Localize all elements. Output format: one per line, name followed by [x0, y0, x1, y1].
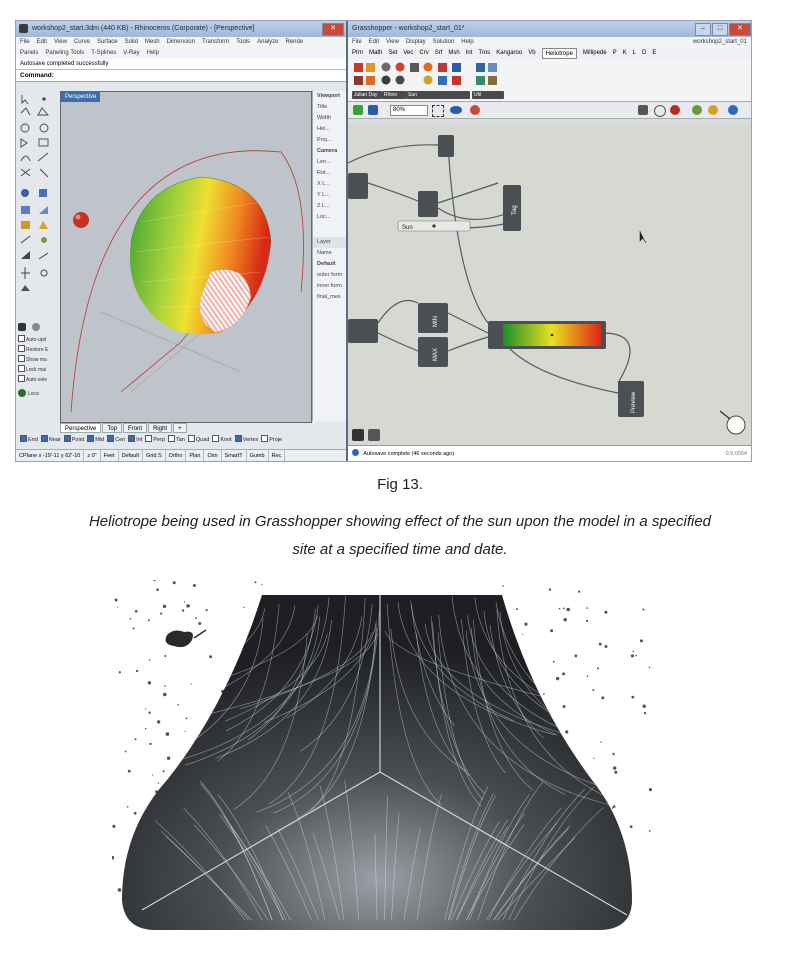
minimize-icon[interactable]: – — [695, 23, 711, 36]
particle — [640, 639, 643, 642]
osnap-checkbox[interactable]: Quad — [188, 435, 209, 446]
particle — [149, 659, 151, 661]
canopy-shape — [122, 595, 632, 930]
status-cell[interactable]: Feet — [101, 450, 119, 462]
particle — [187, 605, 190, 608]
caption-line-2: site at a specified time and date. — [292, 541, 508, 558]
gh-title: Grasshopper - workshop2_start_01* — [352, 25, 465, 32]
option-label: Lock mai — [26, 367, 47, 373]
particle — [163, 605, 166, 608]
particle — [632, 651, 634, 653]
tab[interactable]: Vec — [403, 50, 414, 56]
particle — [163, 770, 165, 772]
tab[interactable]: Srf — [434, 50, 443, 56]
particle — [128, 770, 131, 773]
polygon-icon — [21, 139, 27, 147]
scale-icon — [21, 251, 30, 259]
menu-item[interactable]: Display — [405, 39, 426, 45]
slider-label: Sun — [402, 225, 413, 231]
status-cell[interactable]: Default — [119, 450, 143, 462]
gh-canvas-toolbar — [348, 102, 752, 119]
particle — [160, 613, 162, 615]
particle — [133, 628, 135, 630]
trim-icon — [41, 270, 47, 276]
particle — [605, 645, 608, 648]
particle — [543, 693, 545, 695]
caption-line-1: Heliotrope being used in Grasshopper showing effect of the sun upon the model in a specified — [88, 513, 712, 530]
status-cell[interactable]: Gumb — [247, 450, 269, 462]
gh-definition — [348, 123, 752, 445]
particle — [148, 619, 150, 621]
locate-label: Loca — [28, 391, 39, 397]
particle — [649, 830, 651, 832]
particle — [604, 611, 607, 614]
figure-number: Fig 13. — [377, 476, 423, 493]
close-icon[interactable]: ✕ — [729, 23, 751, 36]
rhino-app-icon — [19, 24, 28, 33]
menu-item[interactable]: Mesh — [144, 39, 160, 45]
layer-row[interactable]: outer form — [317, 272, 343, 278]
particle — [255, 581, 257, 583]
rhino-statusbar — [16, 449, 346, 462]
particle — [553, 661, 555, 663]
canvas-sketch-icon[interactable] — [368, 429, 380, 441]
status-cell[interactable]: Grid S — [143, 450, 166, 462]
particle — [148, 681, 151, 684]
layer-row[interactable]: Default — [317, 261, 336, 267]
sketch-icon[interactable] — [708, 105, 718, 115]
particle — [643, 705, 646, 708]
point-icon — [43, 98, 45, 100]
gh-document-name: workshop2_start_01 — [692, 39, 747, 45]
split-icon — [21, 267, 30, 279]
particle — [164, 655, 166, 657]
particle — [119, 671, 121, 673]
sun-sphere — [73, 212, 89, 228]
auto-select-option[interactable] — [18, 375, 58, 385]
particle — [149, 743, 151, 745]
option-label: Auto-sele — [26, 377, 48, 383]
prop-row: Z L... — [317, 203, 330, 209]
polyline-icon — [21, 108, 30, 115]
particle — [125, 751, 127, 753]
menu-item[interactable]: T-Splines — [91, 50, 117, 56]
tab[interactable]: Trns — [478, 50, 491, 56]
solid-icon — [21, 221, 30, 229]
menu-item[interactable]: View — [54, 39, 67, 45]
particle — [631, 696, 634, 699]
ribbon-group-julian-day: Julian Day — [352, 91, 382, 99]
osnap-checkbox[interactable]: Proje — [261, 435, 282, 446]
viewport-label[interactable]: Perspective — [61, 92, 100, 102]
zoom-dropdown[interactable]: 80% — [390, 105, 428, 116]
prop-row: Camera — [317, 148, 338, 154]
menu-item[interactable]: Solution — [432, 39, 455, 45]
zoom-extents-icon[interactable] — [432, 105, 444, 117]
rhino-window-buttons — [322, 23, 344, 36]
particle — [599, 643, 602, 646]
rotate-icon — [41, 237, 47, 243]
grasshopper-window — [346, 21, 752, 461]
particle — [630, 825, 633, 828]
osnap-checkbox[interactable]: Cen — [107, 435, 125, 446]
particle — [145, 708, 146, 709]
osnap-checkbox[interactable]: Tan — [168, 435, 185, 446]
node-label: MIN — [433, 316, 439, 327]
particle — [145, 728, 146, 729]
particle — [556, 677, 559, 680]
menu-item[interactable]: Curve — [73, 39, 90, 45]
osnap-checkbox[interactable]: Mid — [87, 435, 104, 446]
open-file-icon[interactable] — [353, 105, 363, 115]
menu-item[interactable]: Panels — [20, 50, 39, 56]
particle — [516, 608, 518, 610]
node-label: MAX — [433, 347, 439, 361]
prop-row: Title — [317, 104, 328, 110]
gh-statusbar — [348, 445, 752, 462]
select-arrow-icon — [22, 95, 28, 104]
particle — [191, 683, 192, 684]
gh-window-buttons — [695, 23, 751, 36]
auto-update-option[interactable] — [18, 335, 58, 345]
named-view-icon — [32, 323, 40, 331]
particle — [167, 757, 170, 760]
particle — [163, 693, 167, 697]
prop-row: Viewport — [317, 93, 341, 99]
particle — [117, 606, 118, 607]
rhino-window — [16, 21, 346, 461]
globe-icon — [18, 389, 26, 397]
close-icon[interactable]: ✕ — [322, 23, 344, 36]
surface-icon — [21, 206, 30, 214]
circle-center-icon — [40, 124, 48, 132]
particle — [601, 696, 604, 699]
menu-item[interactable]: Analyze — [257, 39, 279, 45]
rhino-menubar — [16, 37, 346, 48]
box-icon — [39, 189, 47, 197]
paint-icon[interactable] — [470, 105, 480, 115]
particle — [550, 629, 553, 632]
arc-icon — [21, 156, 30, 161]
particle — [524, 623, 527, 626]
prop-row: Y L... — [317, 192, 330, 198]
osnap-checkbox[interactable]: End — [20, 435, 38, 446]
mesh-icon — [39, 221, 48, 229]
disable-icon[interactable] — [654, 105, 666, 117]
layers-header[interactable]: Layer — [313, 237, 347, 248]
particle — [600, 741, 601, 742]
particle — [148, 712, 150, 714]
lock-option[interactable] — [18, 365, 58, 375]
status-cell[interactable]: Rec — [269, 450, 286, 462]
prop-row: Len... — [317, 159, 331, 165]
rhino-titlebar — [16, 21, 346, 37]
tab[interactable]: Vb — [528, 50, 536, 56]
menu-item[interactable]: V-Ray — [123, 50, 140, 56]
node-label: Tag — [512, 205, 518, 215]
particle — [185, 731, 186, 732]
prop-row: Rot... — [317, 170, 331, 176]
display-mode-icon[interactable] — [728, 105, 738, 115]
tab[interactable]: Crv — [419, 50, 429, 56]
menu-item[interactable]: File — [352, 39, 362, 45]
mouse-cursor-icon — [640, 231, 646, 243]
menu-item[interactable]: View — [386, 39, 399, 45]
tab[interactable]: Math — [369, 50, 383, 56]
particle — [566, 608, 570, 612]
particle — [649, 788, 652, 791]
menu-item[interactable]: Surface — [96, 39, 118, 45]
gh-canvas[interactable] — [348, 123, 752, 445]
particle — [136, 670, 138, 672]
particle — [612, 753, 614, 755]
option-label: Show ma — [26, 357, 47, 363]
menu-item[interactable]: Paneling Tools — [45, 50, 85, 56]
particle — [563, 705, 566, 708]
particle — [198, 622, 201, 625]
particle — [559, 608, 561, 610]
figure-caption — [0, 508, 800, 564]
particle — [166, 732, 170, 736]
circle-icon — [21, 124, 29, 132]
particle — [135, 610, 138, 613]
menu-item[interactable]: Help — [461, 39, 474, 45]
gh-component-tabs — [348, 48, 752, 59]
osnap-checkbox[interactable]: Vertex — [235, 435, 259, 446]
menu-item[interactable]: Edit — [36, 39, 48, 45]
menu-item[interactable]: Dimension — [166, 39, 195, 45]
osnap-checkbox[interactable]: Near — [41, 435, 61, 446]
rectangle-icon — [39, 139, 48, 146]
node-label: Preview — [631, 391, 637, 413]
show-marker-option[interactable] — [18, 355, 58, 365]
particle — [184, 601, 185, 602]
particle — [206, 609, 208, 611]
menu-item[interactable]: File — [20, 39, 30, 45]
particle — [193, 584, 196, 587]
fillet-icon — [40, 169, 48, 177]
osnap-checkbox[interactable]: Knot — [212, 435, 231, 446]
maximize-icon[interactable]: □ — [712, 23, 728, 36]
tab[interactable]: Millipede — [582, 50, 607, 56]
option-label: Restore E — [26, 347, 49, 353]
osnap-checkbox[interactable]: Int — [128, 435, 142, 446]
viewport-scene — [61, 92, 311, 422]
particle — [186, 718, 188, 720]
layer-row[interactable]: final_mes — [317, 294, 341, 300]
particle — [564, 618, 567, 621]
perspective-viewport[interactable] — [60, 91, 312, 423]
particle — [177, 704, 179, 706]
line-icon — [38, 153, 48, 161]
osnap-checkbox[interactable]: Point — [64, 435, 85, 446]
layer-row[interactable]: inner form — [317, 283, 342, 289]
save-file-icon[interactable] — [368, 105, 378, 115]
osnap-bar — [20, 435, 350, 446]
particle — [127, 806, 129, 808]
screenshot-figure — [15, 20, 752, 462]
prop-row: Loc... — [317, 214, 331, 220]
tab[interactable]: Set — [388, 50, 398, 56]
osnap-checkbox[interactable]: Perp — [145, 435, 165, 446]
status-cell[interactable]: Ortho — [166, 450, 187, 462]
info-icon — [352, 449, 359, 456]
particle — [118, 888, 122, 892]
curve-icon — [38, 108, 48, 115]
tab[interactable]: L — [632, 50, 636, 56]
tab[interactable]: Prm — [352, 50, 363, 56]
menu-item[interactable]: Transform — [202, 39, 230, 45]
particle — [649, 667, 650, 668]
add-tab-icon[interactable]: + — [173, 423, 187, 433]
gh-node — [418, 191, 438, 217]
camera-icon — [18, 323, 26, 331]
particle — [631, 654, 634, 657]
tab[interactable]: Int — [465, 50, 473, 56]
stop-icon[interactable] — [670, 105, 680, 115]
particle — [635, 655, 637, 657]
properties-panel — [312, 91, 347, 421]
particle — [597, 667, 599, 669]
particle — [195, 617, 197, 619]
menu-item[interactable]: Help — [146, 50, 159, 56]
particle — [173, 581, 176, 584]
particle — [592, 689, 594, 691]
extend-icon — [21, 169, 30, 176]
gh-status-text: Autosave complete (46 seconds ago) — [363, 451, 455, 457]
array-icon — [39, 253, 48, 259]
menu-item[interactable]: Solid — [124, 39, 138, 45]
airflow-render-image — [112, 580, 652, 952]
particle — [502, 585, 504, 587]
particle — [612, 807, 614, 809]
particle — [164, 685, 166, 687]
particle — [586, 620, 588, 622]
tab[interactable]: E — [652, 50, 657, 56]
particle — [158, 782, 159, 783]
gh-node — [348, 319, 378, 343]
menu-item[interactable]: Edit — [368, 39, 380, 45]
rhino-menubar-2 — [16, 48, 346, 59]
prop-row: Proj... — [317, 137, 332, 143]
particle — [587, 607, 589, 609]
particle — [112, 856, 114, 860]
tab-front[interactable]: Front — [123, 423, 147, 433]
locate-button[interactable] — [18, 389, 58, 399]
rhino-left-panel — [18, 321, 58, 431]
particle — [549, 588, 551, 590]
gh-node — [348, 173, 368, 199]
particle — [112, 825, 115, 828]
ribbon-group-util: Util — [472, 91, 504, 99]
particle — [134, 812, 137, 815]
particle — [152, 774, 153, 775]
extrude-icon — [39, 206, 48, 214]
tab[interactable]: Heliotrope — [542, 48, 577, 59]
particle — [135, 738, 137, 740]
rhino-title: workshop2_start.3dm (440 KB) - Rhinoceros (Corporate) - [Perspective] — [32, 25, 255, 32]
particle — [593, 758, 594, 759]
particle — [154, 580, 156, 581]
status-cell[interactable]: Osn — [204, 450, 221, 462]
particle — [209, 655, 212, 658]
option-label: Auto-upd — [26, 337, 47, 343]
canvas-settings-icon[interactable] — [352, 429, 364, 441]
command-prompt[interactable]: Command: — [16, 70, 346, 82]
particle — [574, 655, 577, 658]
wire-display-icon[interactable] — [692, 105, 702, 115]
prop-row: X L... — [317, 181, 330, 187]
move-icon — [21, 236, 30, 243]
menu-item[interactable]: Rende — [285, 39, 304, 45]
particle — [563, 608, 565, 610]
particle — [562, 672, 565, 675]
restore-option[interactable] — [18, 345, 58, 355]
dim-icon — [21, 285, 30, 291]
status-cell[interactable]: CPlane x -19'-11 y 62'-10 — [16, 450, 84, 462]
flow-visualization — [112, 580, 652, 952]
debris-cluster — [166, 631, 193, 648]
gh-titlebar — [348, 21, 752, 37]
gh-menubar — [348, 37, 752, 48]
bake-icon[interactable] — [638, 105, 648, 115]
particle — [565, 730, 568, 733]
sphere-icon — [21, 189, 29, 197]
particle — [613, 805, 616, 808]
particle — [587, 676, 589, 678]
tab-perspective[interactable]: Perspective — [60, 423, 101, 433]
status-cell[interactable]: z 0" — [84, 450, 100, 462]
particle — [613, 766, 616, 769]
gh-version: 0.9.0064 — [725, 451, 747, 457]
tab[interactable]: K — [622, 50, 627, 56]
particle — [578, 591, 580, 593]
particle — [182, 609, 184, 611]
particle — [261, 584, 262, 585]
tab-top[interactable]: Top — [102, 423, 122, 433]
gh-ribbon — [348, 59, 752, 102]
prop-row: Width — [317, 115, 332, 121]
particle — [522, 634, 523, 635]
viewport-tabs — [60, 423, 310, 433]
tab[interactable]: Kangaroo — [496, 50, 523, 56]
particle — [130, 618, 132, 620]
gh-node — [438, 135, 454, 157]
status-cell[interactable]: Plan — [186, 450, 204, 462]
prop-row: Hei... — [317, 126, 330, 132]
particle — [157, 720, 160, 723]
status-cell[interactable]: SmartT — [222, 450, 247, 462]
particle — [156, 588, 159, 591]
particle — [644, 712, 646, 714]
tool-icons[interactable] — [18, 91, 58, 321]
particle — [244, 607, 245, 608]
particle — [643, 609, 645, 611]
layer-column-name: Name — [317, 250, 332, 256]
particle — [115, 599, 118, 602]
menu-item[interactable]: Tools — [236, 39, 251, 45]
command-history: Autosave completed successfully — [16, 59, 346, 70]
ribbon-group-sun: Sun — [406, 91, 470, 99]
tab-right[interactable]: Right — [148, 423, 172, 433]
preview-eye-icon[interactable] — [450, 106, 462, 114]
particle — [614, 771, 617, 774]
tab[interactable]: D — [641, 50, 647, 56]
tab[interactable]: Msh — [448, 50, 460, 56]
ribbon-group-rhino: Rhino — [382, 91, 406, 99]
tab[interactable]: P — [612, 50, 617, 56]
